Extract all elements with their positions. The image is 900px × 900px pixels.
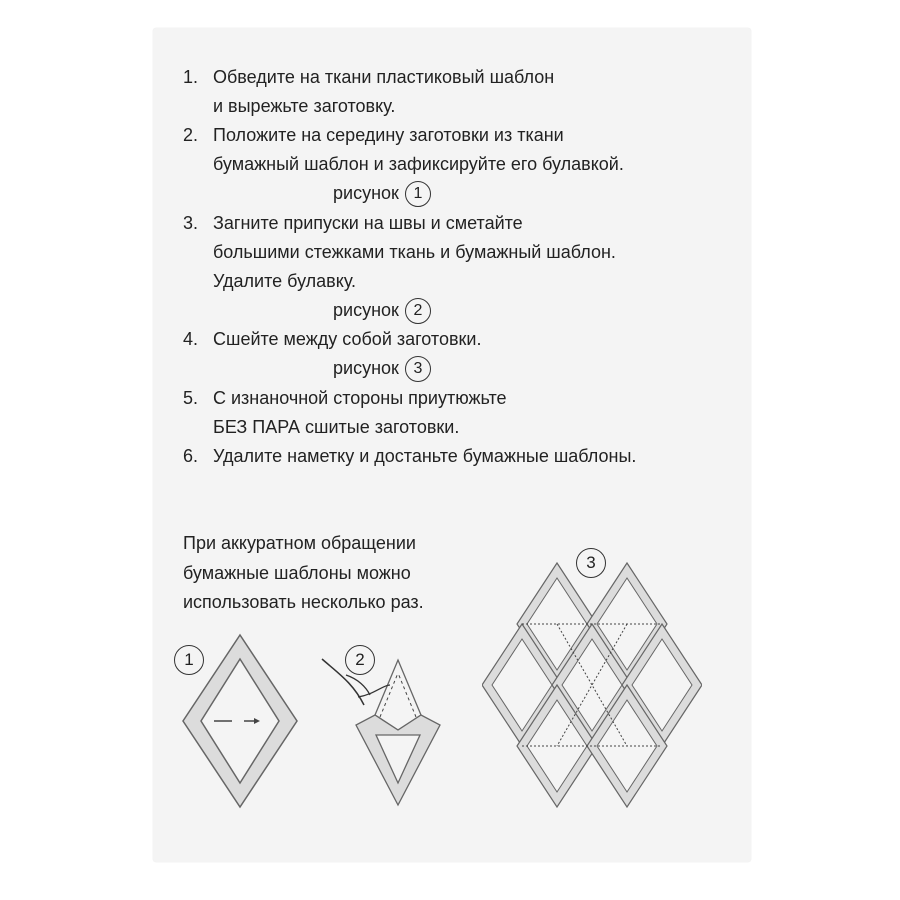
step-1 bbox=[183, 63, 554, 91]
step-text: Положите на середину заготовки из ткани bbox=[213, 125, 564, 145]
note-line-1: При аккуратном обращении bbox=[183, 533, 416, 553]
figure-number-circle: 2 bbox=[405, 298, 431, 324]
step-number: 6. bbox=[183, 446, 199, 466]
step-text: С изнаночной стороны приутюжьте bbox=[213, 388, 507, 408]
step-text: Сшейте между собой заготовки. bbox=[213, 329, 482, 349]
figure-2-diagram bbox=[318, 655, 448, 815]
step-text: Удалите наметку и достаньте бумажные шаблоны. bbox=[213, 446, 637, 466]
figure-reference-1 bbox=[333, 179, 431, 207]
step-3-line-2: большими стежками ткань и бумажный шаблон. bbox=[213, 242, 616, 262]
step-6 bbox=[183, 442, 636, 470]
figure-1-label: 1 bbox=[174, 645, 204, 675]
figure-reference-label: рисунок bbox=[333, 358, 399, 378]
figure-reference-label: рисунок bbox=[333, 183, 399, 203]
figure-number-circle: 3 bbox=[405, 356, 431, 382]
step-3-line-3: Удалите булавку. bbox=[213, 271, 357, 291]
step-number: 3. bbox=[183, 213, 199, 233]
figure-1-diagram bbox=[180, 632, 300, 810]
figure-2-label: 2 bbox=[345, 645, 375, 675]
step-5 bbox=[183, 384, 507, 412]
figure-reference-2 bbox=[333, 296, 431, 324]
step-number: 5. bbox=[183, 388, 199, 408]
step-number: 4. bbox=[183, 329, 199, 349]
step-number: 2. bbox=[183, 125, 199, 145]
step-2-line-2: бумажный шаблон и зафиксируйте его булавкой. bbox=[213, 154, 624, 174]
step-2 bbox=[183, 121, 564, 149]
figure-3-label: 3 bbox=[576, 548, 606, 578]
step-1-line-2: и вырежьте заготовку. bbox=[213, 96, 396, 116]
step-3 bbox=[183, 209, 523, 237]
figure-3-diagram bbox=[482, 558, 702, 820]
figure-reference-3 bbox=[333, 354, 431, 382]
note-line-3: использовать несколько раз. bbox=[183, 592, 424, 612]
step-number: 1. bbox=[183, 67, 199, 87]
step-text: Загните припуски на швы и сметайте bbox=[213, 213, 523, 233]
step-5-line-2: БЕЗ ПАРА сшитые заготовки. bbox=[213, 417, 460, 437]
step-text: Обведите на ткани пластиковый шаблон bbox=[213, 67, 555, 87]
figure-number-circle: 1 bbox=[405, 181, 431, 207]
step-4 bbox=[183, 325, 481, 353]
note-line-2: бумажные шаблоны можно bbox=[183, 563, 411, 583]
figure-reference-label: рисунок bbox=[333, 300, 399, 320]
